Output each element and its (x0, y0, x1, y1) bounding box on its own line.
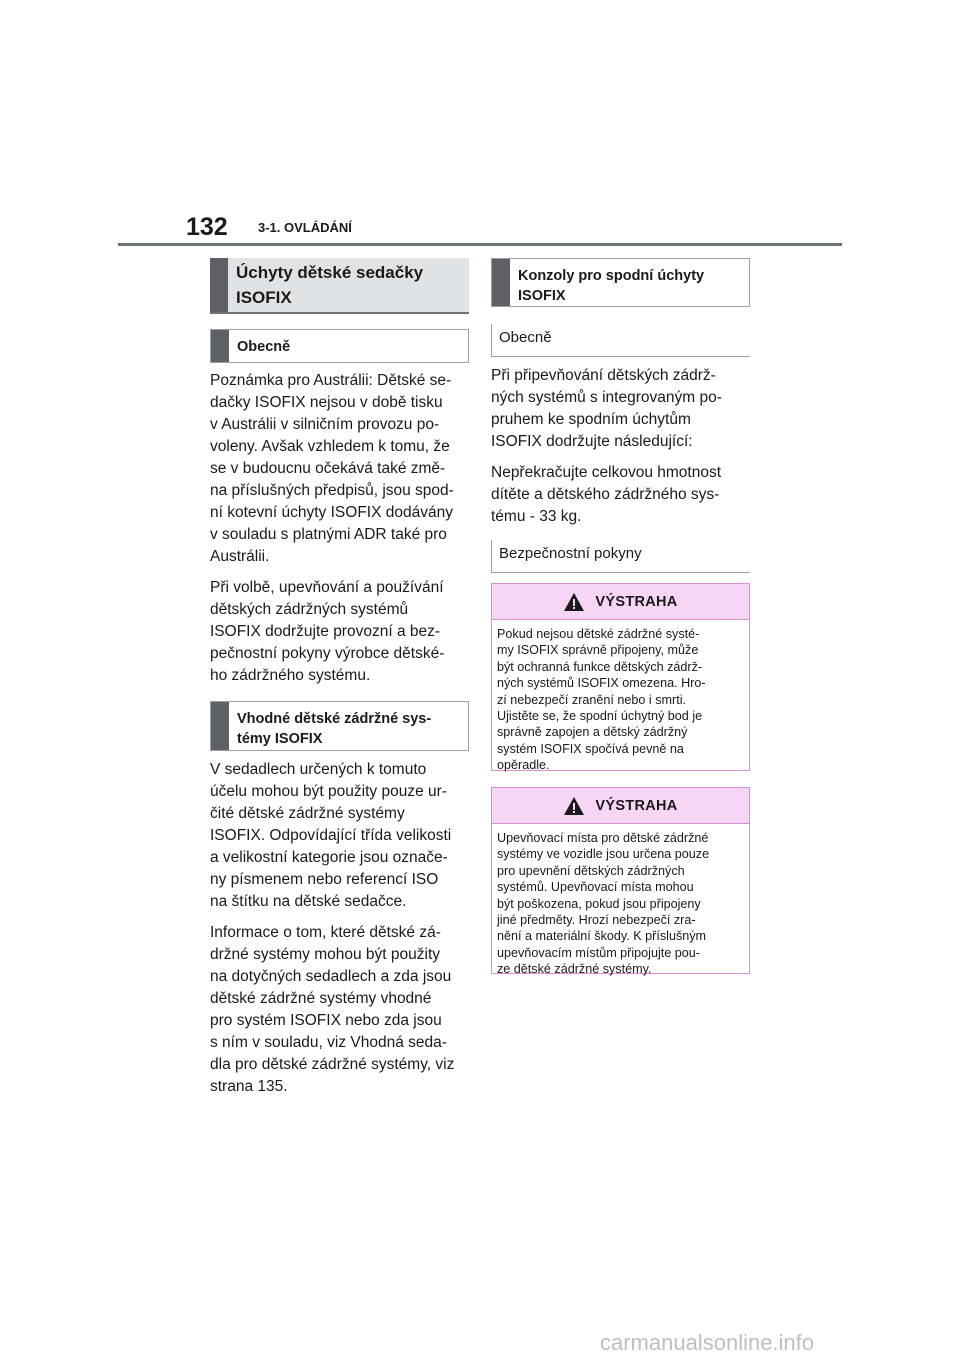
sub-heading-brackets: Konzoly pro spodní úchyty ISOFIX (491, 258, 750, 307)
warning-header-2 (492, 788, 749, 824)
left-text-block-2 (210, 759, 475, 1107)
warning-box-1 (491, 583, 750, 771)
paragraph-weight-limit: Nepřekračujte celkovou hmotnost dítěte a dětského zádržného sys- tému - 33 kg. (491, 464, 722, 525)
main-heading-isofix: Úchyty dětské sedačky ISOFIX (210, 258, 469, 314)
plain-heading-safety: Bezpečnostní pokyny (491, 540, 750, 573)
paragraph-information: Informace o tom, které dětské zá- držné systémy mohou být použity na dotyčných sedadlech a zda jsou dětské zádržné systémy vhodné pro systém ISOFIX nebo zda jsou s ním v souladu, viz Vhodná seda- dla pro dětské zádržné systémy, viz strana 135. (210, 924, 455, 1095)
paragraph-australia-note: Poznámka pro Austrálii: Dětské se- dačky ISOFIX nejsou v době tisku v Austrálii v silničním provozu po- voleny. Avšak vzhledem k tomu, že se v budoucnu očekává také změ- na příslušných předpisů, jsou spod- ní kotevní úchyty ISOFIX dodávány v souladu s platnými ADR také pro Austrálii. (210, 372, 454, 565)
warning-text-1: Pokud nejsou dětské zádržné systé- my ISOFIX správně připojeny, může být ochranná funkce dětských zádrž- ných systémů ISOFIX omezena. Hro- zí nebezpečí zranění nebo i smrti. Ujistěte se, že spodní úchytný bod je správně zapojen a dětský zádržný systém ISOFIX spočívá pevně na opěradle. (497, 627, 706, 773)
warning-triangle-icon (563, 592, 585, 612)
page-number: 132 (186, 213, 228, 241)
left-text-block-1 (210, 370, 475, 696)
warning-header-1 (492, 584, 749, 620)
warning-title-2: VÝSTRAHA (595, 797, 678, 814)
paragraph-seats: V sedadlech určených k tomuto účelu mohou být použity pouze ur- čité dětské zádržné systémy ISOFIX. Odpovídající třída velikosti a velikostní kategorie jsou označe- ny písmenem nebo referencí ISO na štítku na dětské sedačce. (210, 761, 452, 910)
sub-heading-general: Obecně (210, 329, 469, 363)
paragraph-selection: Při volbě, upevňování a používání dětských zádržných systémů ISOFIX dodržujte provozní a bez- pečnostní pokyny výrobce dětské- ho zádržného systému. (210, 579, 445, 684)
paragraph-attachment: Při připevňování dětských zádrž- ných systémů s integrovaným po- pruhem ke spodním úchytům ISOFIX dodržujte následující: (491, 367, 722, 450)
warning-title-1: VÝSTRAHA (595, 593, 678, 610)
warning-text-2: Upevňovací místa pro dětské zádržné systémy ve vozidle jsou určena pouze pro upevnění dětských zádržných systémů. Upevňovací místa mohou být poškozena, pokud jsou připojeny jiné předměty. Hrozí nebezpečí zra- nění a materiální škody. K příslušným upevňovacím místům připojujte pou- ze dětské zádržné systémy. (497, 831, 710, 977)
right-text-block (491, 365, 756, 537)
header-rule (118, 243, 842, 246)
warning-triangle-icon (563, 796, 585, 816)
warning-box-2 (491, 787, 750, 977)
plain-heading-general: Obecně (491, 324, 750, 357)
section-title: 3-1. OVLÁDÁNÍ (258, 220, 352, 235)
watermark: carmanualsonline.info (600, 1330, 815, 1355)
sub-heading-suitable-systems: Vhodné dětské zádržné sys- témy ISOFIX (210, 701, 469, 751)
